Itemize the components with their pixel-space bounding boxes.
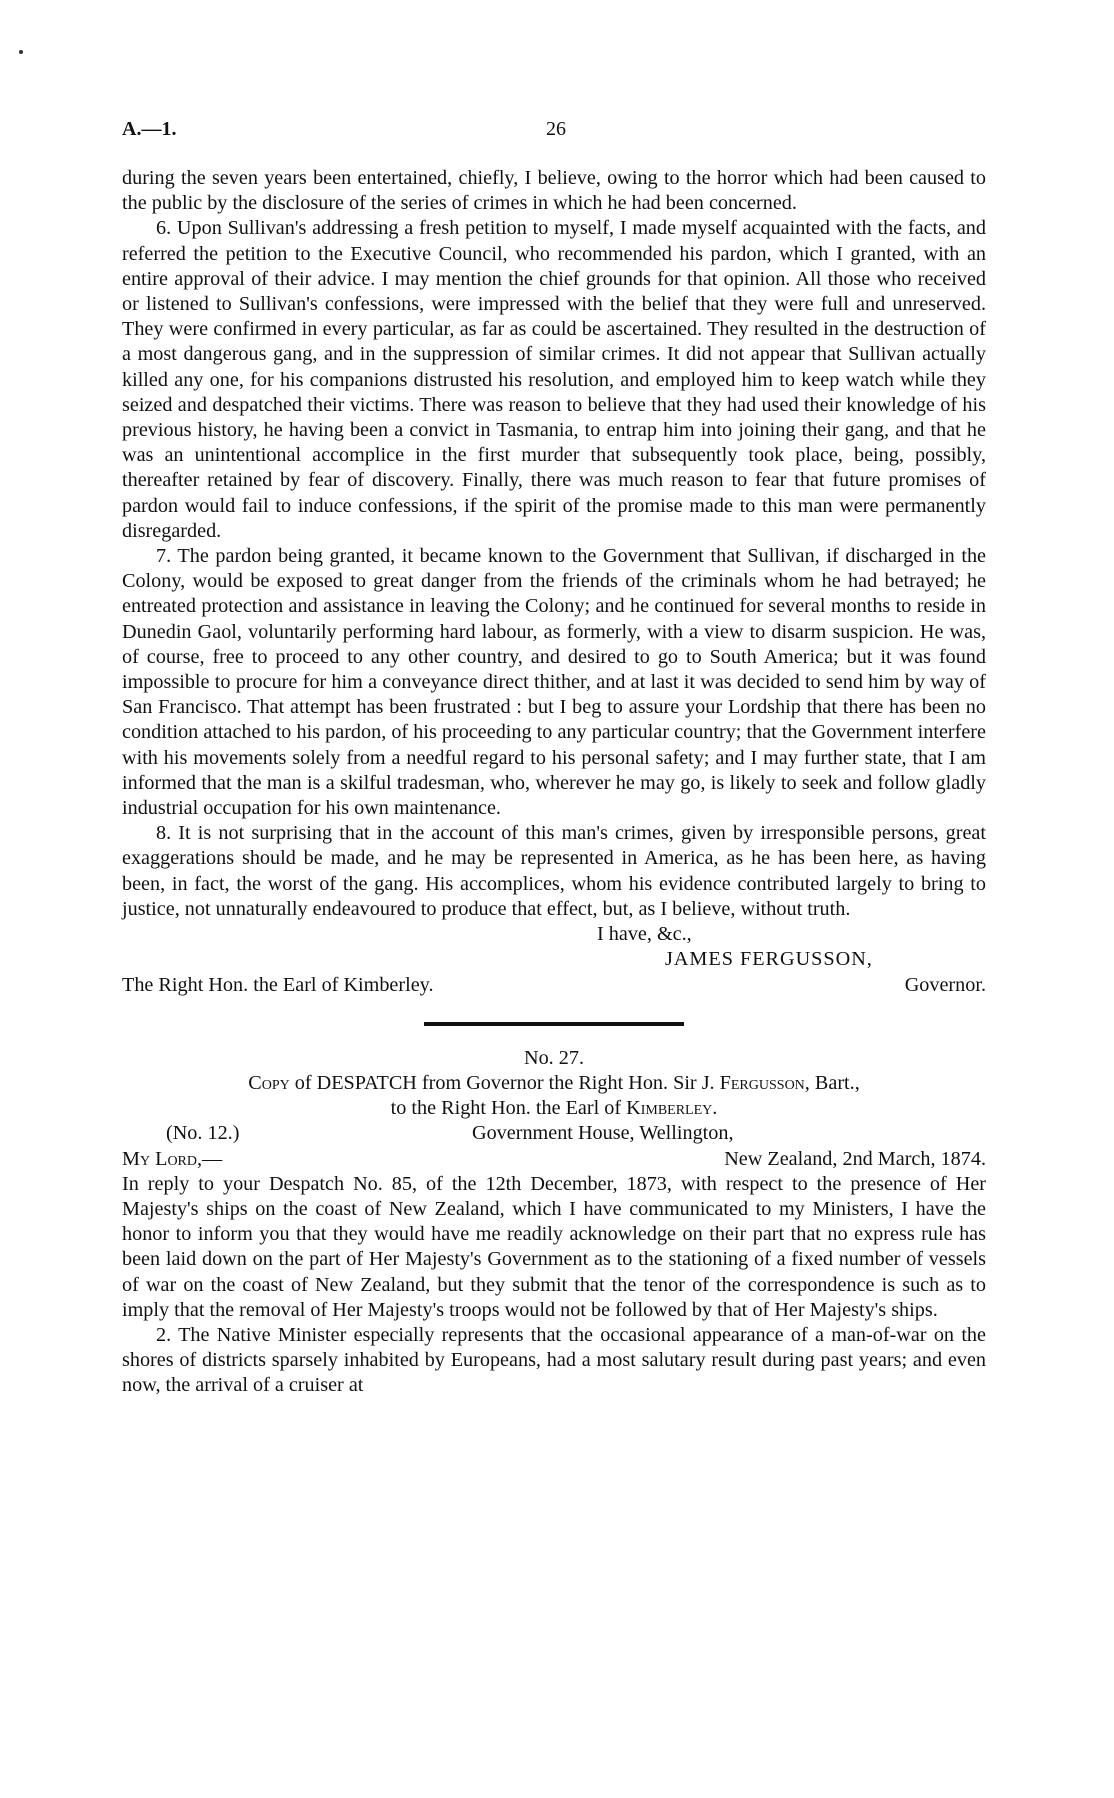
paragraph-7: 7. The pardon being granted, it became known to the Government that Sullivan, if discharged in the Colony, would be exposed to great danger from the friends of the criminals whom he had betrayed; he entreated protection and assistance in leaving the Colony; and he continued for several months to reside in Dunedin Gaol, voluntarily performing hard labour, as formerly, with a view to disarm suspicion. He was, of course, free to proceed to any other country, and desired to go to South America; but it was found impossible to procure for him a conveyance direct thither, and at last it was decided to send him by way of San Francisco. That attempt has been frustrated : but I beg to assure your Lordship that there has been no condition attached to his pardon, of his proceeding to any particular country; that the Government interfere with his movements solely from a needful regard to his personal safety; and I may further state, that I am informed that the man is a skilful tradesman, who, wherever he may go, is likely to seek and follow gladly industrial occupation for his own maintenance. [122, 545, 986, 820]
despatch-heading-line1 [122, 1071, 986, 1096]
document-code: A.—1. [122, 118, 177, 140]
despatch-ref-no: (No. 12.) [166, 1122, 240, 1145]
document-body [122, 166, 986, 1399]
despatch-paragraph-1: In reply to your Despatch No. 85, of the 12th December, 1873, with respect to the presence of Her Majesty's ships on the coast of New Zealand, which I have communicated to my Ministers, I have the honor to inform you that they would have me readily acknowledge on their part that no express rule has been laid down on the part of Her Majesty's Government as to the stationing of a fixed number of vessels of war on the coast of New Zealand, but they submit that the tenor of the correspondence is such as to imply that the removal of Her Majesty's troops would not be followed by that of Her Majesty's ships. [122, 1172, 986, 1321]
heading-name-fergusson: Fergusson [719, 1071, 805, 1094]
heading-main: of DESPATCH from Governor the Right Hon. Sir J. [289, 1071, 720, 1094]
despatch-number: No. 27. [523, 1046, 584, 1069]
despatch-heading-line2 [122, 1096, 986, 1121]
closing-i-have: I have, &c., [597, 923, 692, 946]
signatory-title: Governor. [904, 973, 986, 996]
heading-copy-word: Copy [248, 1071, 290, 1094]
despatch-place-date: New Zealand, 2nd March, 1874. [724, 1147, 986, 1170]
heading2-suffix: . [712, 1097, 718, 1120]
page-number: 26 [546, 118, 566, 140]
heading2-prefix: to the Right Hon. the Earl of [390, 1097, 627, 1120]
signatory-name: JAMES FERGUSSON, [665, 948, 873, 971]
signature-row [122, 973, 986, 998]
despatch-place-line1: Government House, Wellington, [472, 1122, 734, 1145]
salutation: My Lord,— [122, 1147, 223, 1170]
paragraph-8: 8. It is not surprising that in the account of this man's crimes, given by irresponsible persons, great exaggerations should be made, and he may be represented in America, as he has been here, as having been, in fact, the worst of the gang. His accomplices, whom his evidence contributed largely to bring to justice, not unnaturally endeavoured to produce that effect, but, as I believe, without truth. [122, 822, 986, 920]
despatch-reference-row [122, 1121, 986, 1146]
section-divider [424, 1022, 684, 1026]
heading-name-kimberley: Kimberley [626, 1097, 713, 1120]
heading-suffix: , Bart., [804, 1071, 860, 1094]
paragraph-continuation: during the seven years been entertained, chiefly, I believe, owing to the horror which had been caused to the public by the disclosure of the series of crimes in which he had been concerned. [122, 167, 986, 215]
addressee: The Right Hon. the Earl of Kimberley. [122, 973, 434, 996]
scan-speck [19, 50, 23, 54]
salutation-row [122, 1147, 986, 1172]
despatch-paragraph-2: 2. The Native Minister especially represents that the occasional appearance of a man-of-war on the shores of districts sparsely inhabited by Europeans, had a most salutary result during past years; and even now, the arrival of a cruiser at [122, 1323, 986, 1397]
paragraph-6: 6. Upon Sullivan's addressing a fresh petition to myself, I made myself acquainted with the facts, and referred the petition to the Executive Council, who recommended his pardon, which I granted, with an entire approval of their advice. I may mention the chief grounds for that opinion. All those who received or listened to Sullivan's confessions, were impressed with the belief that they were full and unreserved. They were confirmed in every particular, as far as could be ascertained. They resulted in the destruction of a most dangerous gang, and in the suppression of similar crimes. It did not appear that Sullivan actually killed any one, for his companions distrusted his resolution, and employed him to keep watch while they seized and despatched their victims. There was reason to believe that they had used their knowledge of his previous history, he having been a convict in Tasmania, to entrap him into joining their gang, and that he was an unintentional accomplice in the first murder that subsequently took place, being, possibly, thereafter retained by fear of discovery. Finally, there was much reason to fear that future promises of pardon would fail to induce confessions, if the spirit of the promise made to this man were permanently disregarded. [122, 217, 986, 542]
page-header [122, 118, 990, 144]
